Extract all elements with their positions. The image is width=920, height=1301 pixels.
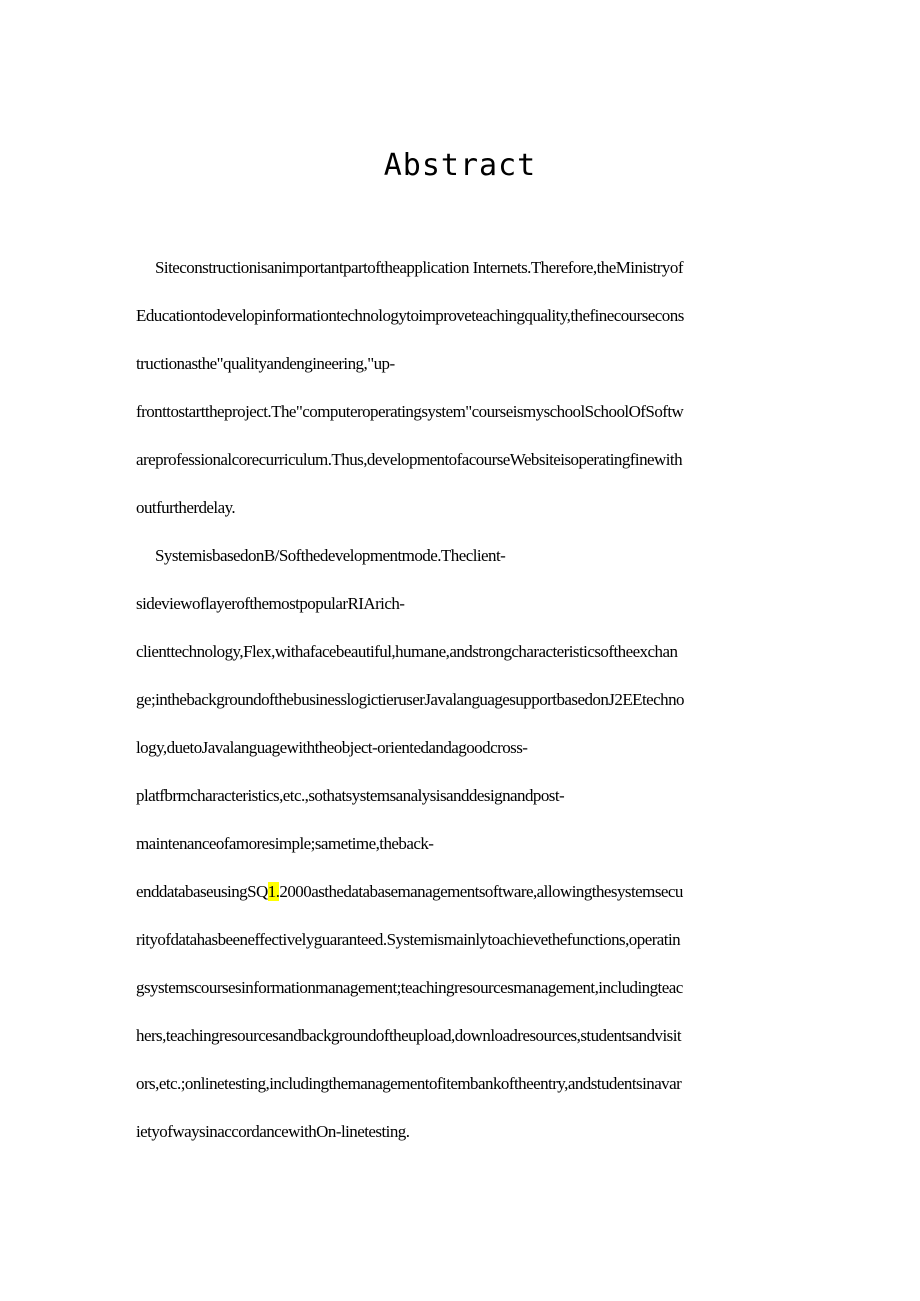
text-segment: enddatabaseusingSQ [136,882,268,901]
text-line: rityofdatahasbeeneffectivelyguaranteed.Systemismainlytoachievethefunctions,operatin [136,930,681,949]
text-line: outfurtherdelay. [136,498,236,517]
text-line-highlighted [136,881,683,903]
text-line: SystemisbasedonB/Softhedevelopmentmode.Theclient- [155,546,506,565]
text-line: gsystemscoursesinformationmanagement;teachingresourcesmanagement,includingteac [136,978,683,997]
text-line: ge;inthebackgroundofthebusinesslogictieruserJavalanguagesupportbasedonJ2EEtechno [136,690,684,709]
highlighted-text: 1. [267,882,280,901]
text-line: maintenanceofamoresimple;sametime,theback- [136,834,434,853]
text-line: platfbrmcharacteristics,etc.,sothatsystemsanalysisanddesignandpost- [136,786,565,805]
text-line: ors,etc.;onlinetesting,includingthemanagementofitembankoftheentry,andstudentsinavar [136,1074,682,1093]
page-title: Abstract [383,148,537,183]
text-line: areprofessionalcorecurriculum.Thus,developmentofacourseWebsiteisoperatingfinewith [136,450,683,469]
text-line: Educationtodevelopinformationtechnologytoimproveteachingquality,thefinecoursecons [136,306,684,325]
text-line: fronttostarttheproject.The"computeroperatingsystem"courseismyschoolSchoolOfSoftw [136,402,684,421]
text-segment: 2000asthedatabasemanagementsoftware,allowingthesystemsecu [279,882,683,901]
text-line: sideviewoflayerofthemostpopularRIArich- [136,594,405,613]
text-line: clienttechnology,Flex,withafacebeautiful,humane,andstrongcharacteristicsoftheexchan [136,642,678,661]
text-line: logy,duetoJavalanguagewiththeobject-orientedandagoodcross- [136,738,528,757]
text-line: tructionasthe"qualityandengineering,"up- [136,354,395,373]
text-line: ietyofwaysinaccordancewithOn-linetesting. [136,1122,410,1141]
text-line: hers,teachingresourcesandbackgroundoftheupload,downloadresources,studentsandvisit [136,1026,682,1045]
text-line: Siteconstructionisanimportantpartoftheapplication Internets.Therefore,theMinistryof [155,258,683,277]
